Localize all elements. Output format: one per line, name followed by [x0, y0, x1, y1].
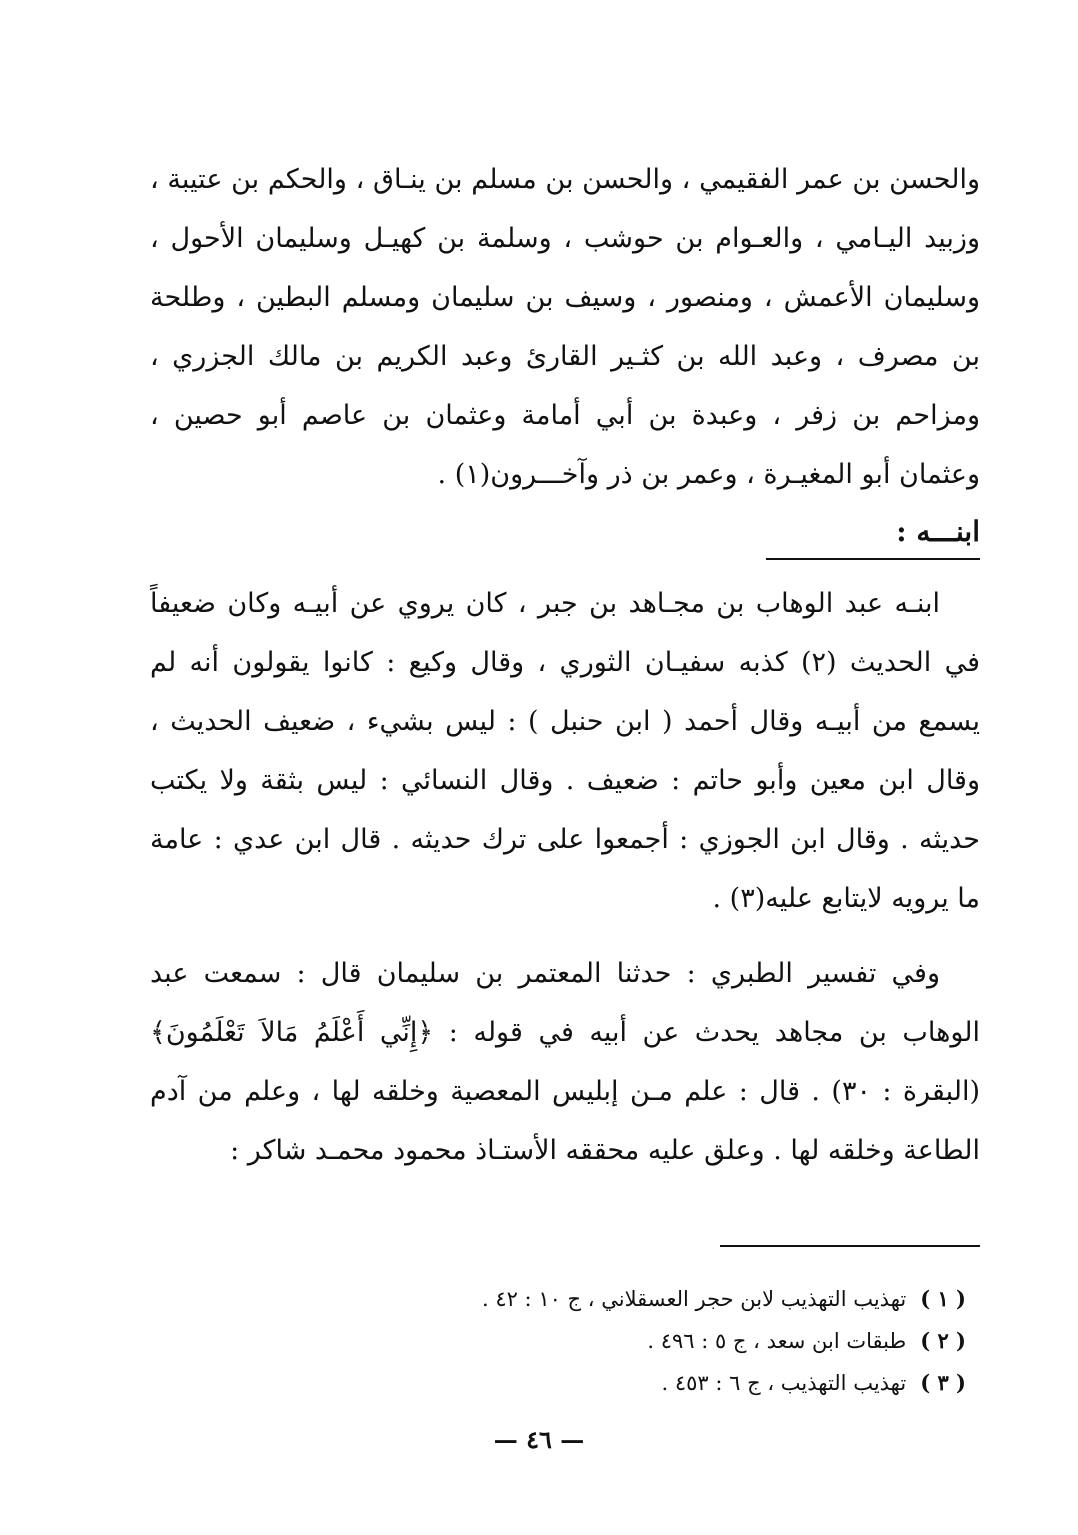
page-body	[150, 150, 980, 1180]
paragraph-son: ابنـه عبد الوهاب بن مجـاهد بن جبر ، كان يروي عن أبيـه وكان ضعيفاً في الحديث (٢) كذبه سفيـان الثوري ، وقال وكيع : كانوا يقولون أنه لم يسمع من أبيـه وقال أحمد ( ابن حنبل ) : ليس بشيء ، ضعيف الحديث ، وقال ابن معين وأبو حاتم : ضعيف . وقال النسائي : ليس بثقة ولا يكتب حديثه . وقال ابن الجوزي : أجمعوا على ترك حديثه . قال ابن عدي : عامة ما يرويه لايتابع عليه(٣) .	[150, 588, 981, 914]
section-heading-text: ابنـــه :	[766, 510, 980, 560]
section-heading	[150, 510, 980, 560]
footnotes	[206, 1278, 966, 1404]
footnote-text: تهذيب التهذيب لابن حجر العسقلاني ، ج ١٠ : ٤٢ .	[481, 1287, 907, 1311]
footnote-item	[206, 1362, 966, 1404]
footnote-number: ( ١ )	[920, 1286, 966, 1311]
footnote-text: طبقات ابن سعد ، ج ٥ : ٤٩٦ .	[647, 1329, 907, 1353]
paragraph-tafsir: وفي تفسير الطبري : حدثنا المعتمر بن سليمان قال : سمعت عبد الوهاب بن مجاهد يحدث عن أبيه في قوله : ﴿إِنِّي أَعْلَمُ مَالاَ تَعْلَمُونَ﴾ (البقرة : ٣٠) . قال : علم مـن إبليس المعصية وخلقه لها ، وعلم من آدم الطاعة وخلقه لها . وعلق عليه محققه الأستـاذ محمود محمـد شاكر :	[150, 958, 981, 1166]
page-number: — ٤٦ —	[493, 1425, 585, 1454]
paragraph-narrators: والحسن بن عمر الفقيمي ، والحسن بن مسلم بن ينـاق ، والحكم بن عتيبة ، وزبيد اليـامي ، والعـوام بن حوشب ، وسلمة بن كهيـل وسليمان الأحول ، وسليمان الأعمش ، ومنصور ، وسيف بن سليمان ومسلم البطين ، وطلحة بن مصرف ، وعبد الله بن كثـير القارئ وعبد الكريم بن مالك الجزري ، ومزاحم بن زفر ، وعبدة بن أبي أمامة وعثمان بن عاصم أبو حصين ، وعثمان أبو المغيـرة ، وعمر بن ذر وآخـــرون(١) .	[150, 164, 980, 490]
footnote-text: تهذيب التهذيب ، ج ٦ : ٤٥٣ .	[661, 1371, 907, 1395]
footnote-number: ( ٢ )	[920, 1328, 966, 1353]
footnote-item	[206, 1320, 966, 1362]
footnote-item	[206, 1278, 966, 1320]
footnote-number: ( ٣ )	[920, 1370, 966, 1395]
paragraph-gap	[150, 928, 980, 944]
footnote-divider	[720, 1245, 980, 1247]
